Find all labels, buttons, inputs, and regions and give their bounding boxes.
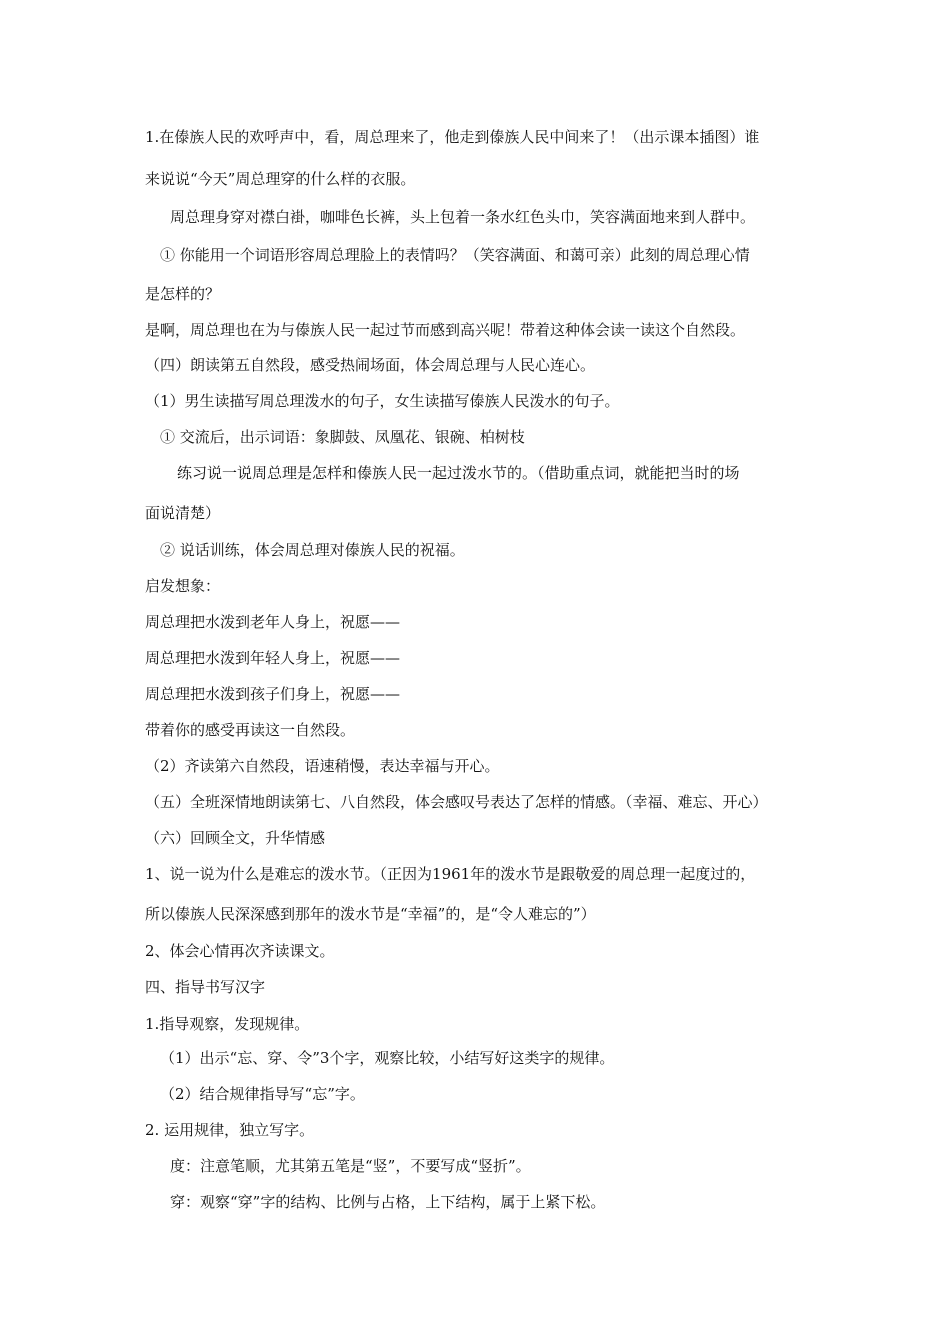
text-line: 来说说“今天”周总理穿的什么样的衣服。 — [145, 170, 416, 188]
text-line: 面说清楚） — [145, 504, 221, 522]
text-line: 是怎样的？ — [145, 285, 221, 303]
text-line: （2）结合规律指导写“忘”字。 — [160, 1085, 365, 1103]
text-line: ① 交流后，出示词语：象脚鼓、凤凰花、银碗、柏树枝 — [160, 428, 525, 446]
text-line: ② 说话训练，体会周总理对傣族人民的祝福。 — [160, 541, 465, 559]
section-heading: 四、指导书写汉字 — [145, 978, 266, 996]
text-line: 周总理把水泼到孩子们身上，祝愿—— — [145, 685, 401, 703]
text-line: 1.指导观察，发现规律。 — [145, 1015, 310, 1033]
text-line: （2）齐读第六自然段，语速稍慢，表达幸福与开心。 — [145, 757, 500, 775]
text-line: 2、体会心情再次齐读课文。 — [145, 942, 335, 960]
text-line: （1）出示“忘、穿、令”3个字，观察比较，小结写好这类字的规律。 — [160, 1049, 615, 1067]
text-line: 带着你的感受再读这一自然段。 — [145, 721, 356, 739]
text-line: 周总理把水泼到老年人身上，祝愿—— — [145, 613, 401, 631]
text-line: 启发想象： — [145, 577, 221, 595]
section-heading: （四）朗读第五自然段，感受热闹场面，体会周总理与人民心连心。 — [145, 356, 596, 374]
text-line: 周总理把水泼到年轻人身上，祝愿—— — [145, 649, 401, 667]
text-line: 2. 运用规律，独立写字。 — [145, 1121, 315, 1139]
text-line: 周总理身穿对襟白褂，咖啡色长裤，头上包着一条水红色头巾，笑容满面地来到人群中。 — [170, 208, 756, 226]
text-line: 1.在傣族人民的欢呼声中，看，周总理来了，他走到傣族人民中间来了！（出示课本插图）谁 — [145, 128, 760, 146]
section-heading: （六）回顾全文，升华情感 — [145, 829, 326, 847]
text-line: 穿：观察“穿”字的结构、比例与占格，上下结构，属于上紧下松。 — [170, 1193, 606, 1211]
text-line: 所以傣族人民深深感到那年的泼水节是“幸福”的，是“令人难忘的”） — [145, 905, 596, 923]
text-line: 度：注意笔顺，尤其第五笔是“竖”，不要写成“竖折”。 — [170, 1157, 531, 1175]
text-line: 1、说一说为什么是难忘的泼水节。（正因为1961年的泼水节是跟敬爱的周总理一起度过的， — [145, 865, 756, 883]
text-line: （1）男生读描写周总理泼水的句子，女生读描写傣族人民泼水的句子。 — [145, 392, 620, 410]
text-line: ① 你能用一个词语形容周总理脸上的表情吗？（笑容满面、和蔼可亲）此刻的周总理心情 — [160, 246, 750, 264]
section-heading: （五）全班深情地朗读第七、八自然段，体会感叹号表达了怎样的情感。（幸福、难忘、开心） — [145, 793, 768, 811]
text-line: 练习说一说周总理是怎样和傣族人民一起过泼水节的。（借助重点词，就能把当时的场 — [177, 464, 740, 482]
text-line: 是啊，周总理也在为与傣族人民一起过节而感到高兴呢！带着这种体会读一读这个自然段。 — [145, 321, 746, 339]
